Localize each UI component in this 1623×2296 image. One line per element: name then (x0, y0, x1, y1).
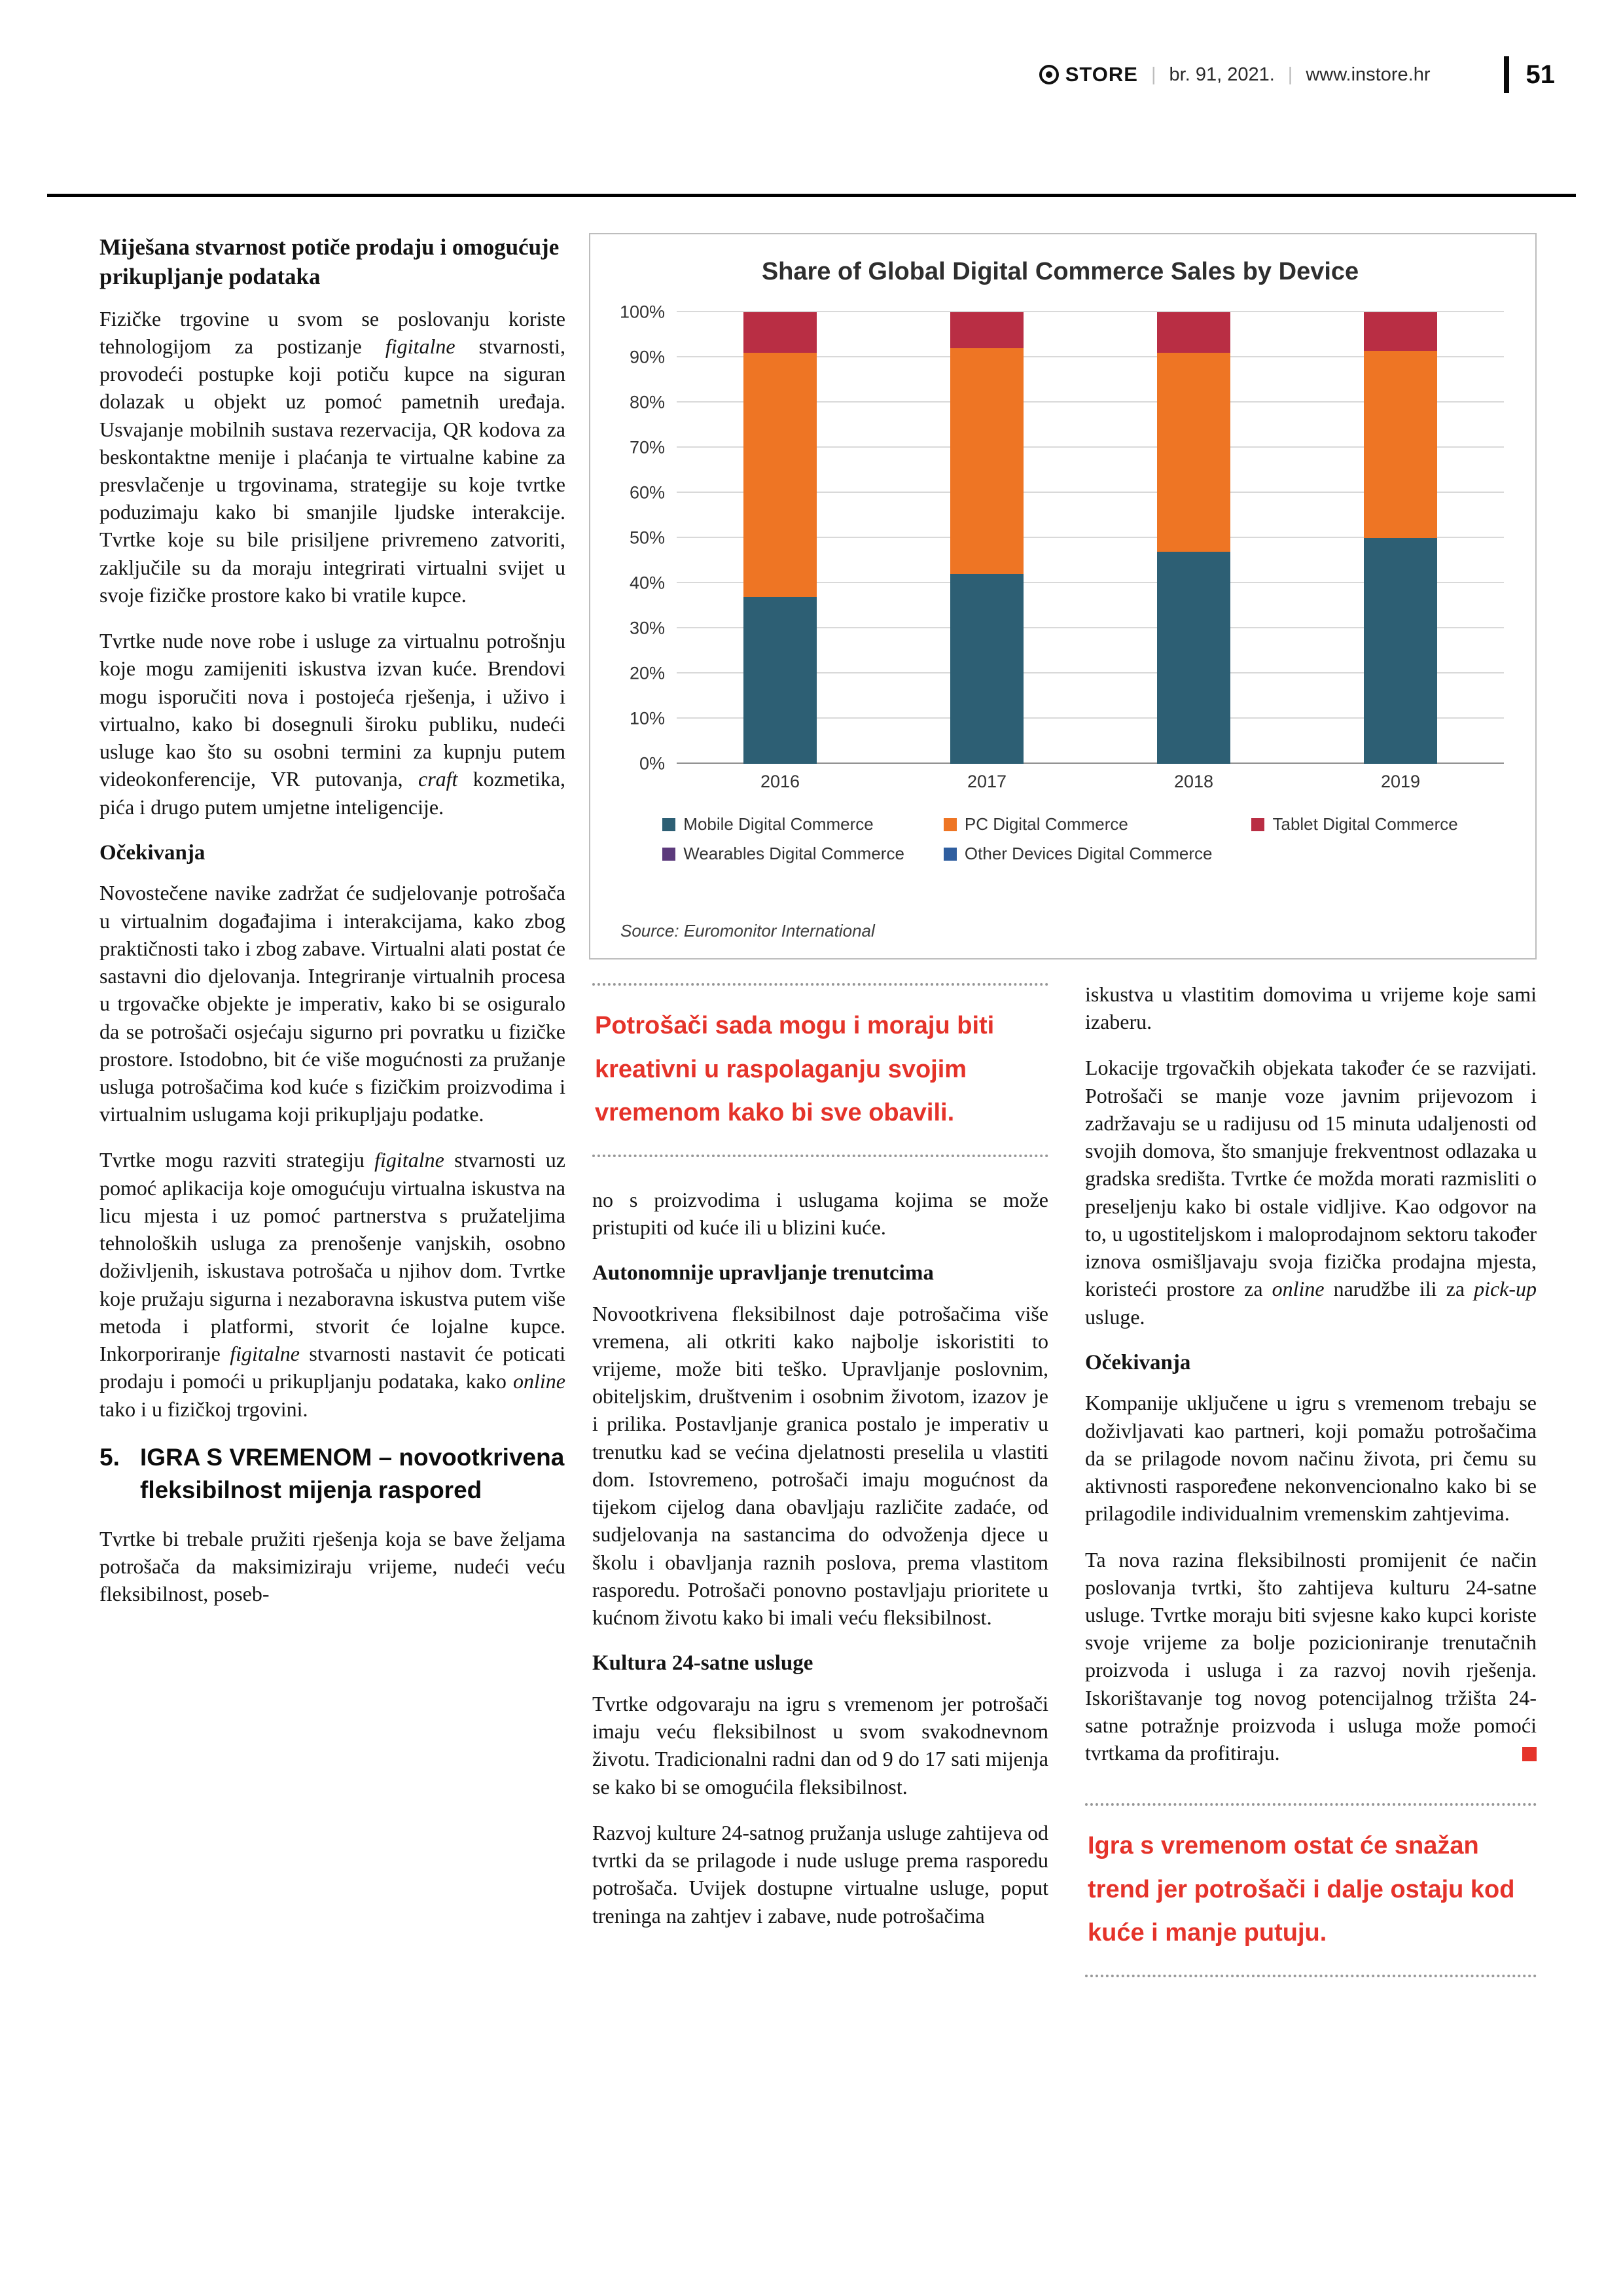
page-number: 51 (1525, 60, 1555, 89)
paragraph: no s proizvodima i uslugama kojima se može pristupiti od kuće ili u blizini kuće. (592, 1187, 1048, 1239)
bar-segment (1364, 538, 1437, 764)
legend-swatch (1251, 818, 1264, 831)
page-number-bar (1504, 56, 1509, 93)
legend-swatch (944, 818, 957, 831)
bar-segment (743, 312, 817, 353)
paragraph: Novootkrivena fleksibilnost daje potrošačima više vremena, ali otkriti kako najbolje iskoristiti to vrijeme, može biti teško. Upravljanje poslovnim, obiteljskim, društvenim i osobnim životom, izazov je i prilika. Postavljanje granica postalo je imperativ u trenutku kad se većina djelatnosti preselila u vlastiti dom. Istovremeno, potrošači imaju mogućnost da tijekom cijelog dana obavljaju različite zadaće, od sudjelovanja na sastancima do odvoženja djece u školu i obavljanja raznih poslova, prema vlastitom rasporedu. Potrošači ponovno postavljaju prioritete u kućnom životu kako bi imali veću fleksibilnost. (592, 1301, 1048, 1630)
chart-y-axis (616, 302, 677, 774)
x-tick-label: 2018 (1173, 772, 1214, 791)
stacked-bar-2019 (1364, 312, 1437, 764)
stacked-bar-2017 (950, 312, 1024, 764)
bar-segment (743, 597, 817, 764)
subheading: Očekivanja (1085, 1350, 1191, 1374)
y-tick-label: 30% (629, 618, 665, 638)
website-label: www.instore.hr (1306, 63, 1431, 85)
y-tick-label: 40% (629, 573, 665, 593)
bar-segment (950, 348, 1024, 574)
magazine-logo (1039, 63, 1138, 86)
legend-label: Tablet Digital Commerce (1272, 814, 1458, 834)
pull-quote-text: Potrošači sada mogu i moraju biti kreativni u raspolaganju svojim vremenom kako bi sve obavili. (595, 1012, 995, 1126)
masthead-separator: | (1150, 63, 1156, 85)
paragraph: Razvoj kulture 24-satnog pružanja usluge zahtijeva od tvrtki da se prilagode i nude usluge prema rasporedu potrošača. Uvijek dostupne virtualne usluge, poput treninga na zahtjev i zabave, nude potrošačima (592, 1820, 1048, 1928)
y-tick-label: 70% (629, 437, 665, 457)
x-tick-label: 2017 (967, 772, 1007, 791)
y-tick-label: 60% (629, 482, 665, 503)
legend-swatch (662, 848, 675, 861)
issue-label: br. 91, 2021. (1169, 63, 1275, 85)
left-column (99, 233, 565, 1626)
x-tick-label: 2016 (760, 772, 800, 791)
heading: Miješana stvarnost potiče prodaju i omogućuje prikupljanje podataka (99, 234, 560, 289)
bar-segment (1157, 552, 1230, 764)
middle-column (592, 983, 1048, 1948)
subheading: Kultura 24-satne usluge (592, 1651, 813, 1676)
y-tick-label: 90% (629, 347, 665, 367)
legend-label: Wearables Digital Commerce (683, 844, 904, 863)
legend-item (662, 814, 904, 834)
magazine-name: STORE (1065, 63, 1138, 86)
stacked-bar-2016 (743, 312, 817, 764)
pull-quote (1085, 1803, 1537, 1977)
chart-source: Source: Euromonitor International (620, 921, 875, 941)
right-column (1085, 980, 1537, 1977)
y-tick-label: 10% (629, 708, 665, 728)
chart-title: Share of Global Digital Commerce Sales by Device (761, 258, 1359, 285)
bar-segment (1364, 312, 1437, 351)
subheading: Očekivanja (99, 840, 205, 865)
bar-segment (1157, 353, 1230, 552)
section-heading (99, 1441, 565, 1507)
section-number: 5. (99, 1443, 120, 1471)
chart-x-axis (677, 772, 1504, 792)
paragraph: iskustva u vlastitim domovima u vrijeme koje sami izaberu. (1085, 982, 1537, 1034)
pull-quote-text: Igra s vremenom ostat će snažan trend jer potrošači i dalje ostaju kod kuće i manje putuju. (1088, 1832, 1515, 1947)
legend-item (944, 844, 1213, 864)
legend-swatch (944, 848, 957, 861)
masthead-separator: | (1287, 63, 1293, 85)
legend-label: Other Devices Digital Commerce (964, 844, 1213, 863)
bar-segment (1364, 351, 1437, 538)
chart-plot (677, 312, 1504, 764)
instore-logo-icon (1039, 65, 1059, 84)
y-tick-label: 20% (629, 663, 665, 683)
legend-label: Mobile Digital Commerce (683, 814, 874, 834)
chart-main (616, 302, 1504, 774)
bar-segment (950, 574, 1024, 764)
bar-segment (1157, 312, 1230, 353)
section-title: IGRA S VREMENOM – novootkrivena fleksibilnost mijenja raspored (140, 1443, 565, 1503)
article-end-mark (1522, 1747, 1537, 1761)
legend-item (1251, 814, 1457, 834)
stacked-bar-2018 (1157, 312, 1230, 764)
y-tick-label: 100% (619, 302, 665, 322)
legend-label: PC Digital Commerce (964, 814, 1128, 834)
bar-segment (743, 353, 817, 597)
paragraph: Tvrtke bi trebale pružiti rješenja koja se bave željama potrošača da maksimiziraju vrijeme, nudeći veću fleksibilnost, poseb- (99, 1526, 565, 1606)
header-rule (47, 194, 1576, 197)
y-tick-label: 0% (639, 753, 665, 774)
paragraph: Lokacije trgovačkih objekata također će se razvijati. Potrošači se manje voze javnim prijevozom i zadržavaju se u radijusu od 15 minuta udaljenosti od svojih domova, što smanjuje frekventnost odlazaka u gradska središta. Tvrtke će možda morati razmisliti o preseljenju kako bi ostale vidljive. Kao odgovor na to, u ugostiteljskom i maloprodajnom sektoru također iznova osmišljavaju svoja fizička prodajna mjesta, koristeći prostore za online narudžbe ili za pick-up usluge. (1085, 1056, 1537, 1329)
masthead (1039, 56, 1555, 93)
pull-quote (592, 983, 1048, 1157)
paragraph: Ta nova razina fleksibilnosti promijenit će način poslovanja tvrtki, što zahtijeva kulturu 24-satne usluge. Tvrtke moraju biti svjesne kako kupci koriste svoje vrijeme za bolje pozicioniranje trenutačnih proizvoda i usluga i za razvoj novih rješenja. Iskorištavanje tog novog potencijalnog tržišta 24-satne potražnje proizvoda i usluga može pomoći tvrtkama da profitiraju. (1085, 1547, 1537, 1765)
paragraph: Kompanije uključene u igru s vremenom trebaju se doživljavati kao partneri, koji pomažu potrošačima da se prilagode novom načinu života, pri čemu su aktivnosti raspoređene nekonvencionalno kako bi se prilagodile individualnim vremenskim zahtjevima. (1085, 1391, 1537, 1526)
legend-swatch (662, 818, 675, 831)
paragraph: Novostečene navike zadržat će sudjelovanje potrošača u virtualnim događajima i interakcijama, kako zbog praktičnosti tako i zbog zabave. Virtualni alati postat će sastavni dio djelovanja. Integriranje virtualnih procesa u trgovačke objekte je imperativ, kako bi se osiguralo da se potrošači osjećaju sigurno pri povratku u fizičke prostore. Istodobno, bit će više mogućnosti za pružanje usluga potrošačima kod kuće s fizičkim proizvodima i virtualnim uslugama koji prikupljaju podatke. (99, 881, 565, 1126)
paragraph: Tvrtke mogu razviti strategiju figitalne stvarnosti uz pomoć aplikacija koje omogućuju virtualna iskustva na licu mjesta i uz pomoć partnerstva s pružateljima tehnoloških usluga za prenošenje vanjskih, osobno doživljenih, iskustava potrošača u njihov dom. Tvrtke koje pružaju sigurna i nezaboravna iskustva putem više metoda i platformi, stvorit će lojalne kupce. Inkorporiranje figitalne stvarnosti nastavit će poticati prodaju i pomoći u prikupljanju podataka, kako online tako i u fizičkoj trgovini. (99, 1148, 566, 1421)
chart (589, 233, 1537, 960)
paragraph: Tvrtke nude nove robe i usluge za virtualnu potrošnju koje mogu zamijeniti iskustva izvan kuće. Brendovi mogu isporučiti nova i postojeća rješenja, i uživo i virtualno, kako bi dosegnuli široku publiku, nudeći usluge kao što su osobni termini za kupnju putem videokonferencije, VR putovanja, craft kozmetika, pića i drugo putem umjetne inteligencije. (99, 629, 566, 819)
subheading: Autonomnije upravljanje trenutcima (592, 1261, 934, 1285)
x-tick-label: 2019 (1380, 772, 1421, 791)
y-tick-label: 80% (629, 392, 665, 412)
paragraph: Tvrtke odgovaraju na igru s vremenom jer potrošači imaju veću fleksibilnost u svom svakodnevnom životu. Tradicionalni radni dan od 9 do 17 sati mijenja se kako bi se omogućila fleksibilnost. (592, 1691, 1048, 1799)
legend-item (662, 844, 904, 864)
chart-legend (616, 814, 1504, 864)
paragraph: Fizičke trgovine u svom se poslovanju koriste tehnologijom za postizanje figitalne stvarnosti, provodeći postupke koji potiču kupce na siguran dolazak u objekt uz pomoć pametnih uređaja. Usvajanje mobilnih sustava rezervacija, QR kodova za beskontaktne menije i plaćanja te virtualne kabine za presvlačenje u trgovinama, strategije su koje tvrtke poduzimaju kako bi smanjile ljudske interakcije. Tvrtke koje su bile prisiljene privremeno zatvoriti, zaključile su da moraju integrirati virtualni svijet u svoje fizičke prostore kako bi vratile kupce. (99, 306, 566, 607)
chart-bars (677, 312, 1504, 764)
bar-segment (950, 312, 1024, 348)
y-tick-label: 50% (629, 528, 665, 548)
legend-item (944, 814, 1213, 834)
